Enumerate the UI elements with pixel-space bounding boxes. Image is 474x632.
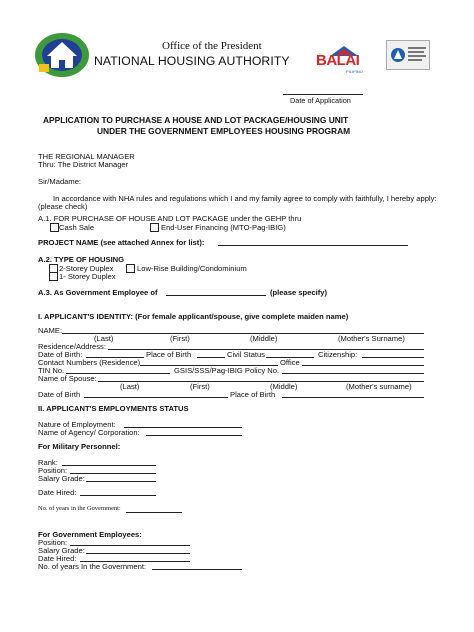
agency-name: NATIONAL HOUSING AUTHORITY [94, 54, 290, 68]
spouse-pob-line[interactable] [282, 397, 424, 398]
military-date-hired-label: Date Hired: [38, 488, 77, 497]
name-label: NAME: [38, 326, 63, 335]
civil-status-label: Civil Status [227, 350, 265, 359]
pob-label: Place of Birth [146, 350, 192, 359]
low-rise-checkbox[interactable] [126, 264, 135, 273]
nature-of-employment-label: Nature of Employment: [38, 420, 116, 429]
spouse-first-caption: (First) [190, 382, 210, 391]
balai-logo-sub: PILIPINO [346, 69, 363, 74]
date-of-application-label: Date of Application [290, 96, 351, 105]
gov-date-hired-label: Date Hired: [38, 554, 77, 563]
rank-line[interactable] [62, 465, 156, 466]
gov-salary-grade-label: Salary Grade: [38, 546, 85, 555]
residence-label: Residence/Address: [38, 342, 106, 351]
citizenship-label: Citizenship: [318, 350, 358, 359]
citizenship-line[interactable] [362, 357, 424, 358]
spouse-last-caption: (Last) [120, 382, 140, 391]
tin-label: TIN No. [38, 366, 65, 375]
dob-label: Date of Birth: [38, 350, 83, 359]
gov-position-line[interactable] [70, 545, 190, 546]
agency-corporation-label: Name of Agency/ Corporation: [38, 428, 140, 437]
nha-logo [33, 30, 91, 80]
a3-label: A.3. As Government Employee of [38, 288, 158, 297]
end-user-financing-label: End-User Financing (MTO-Pag-IBIG) [161, 223, 286, 232]
section1-heading: I. APPLICANT'S IDENTITY: (For female applicant/spouse, give complete maiden name) [38, 312, 349, 321]
salutation: Sir/Madame: [38, 177, 82, 186]
project-name-line[interactable] [218, 245, 408, 246]
iso-certification-badge [386, 40, 430, 70]
spouse-dob-label: Date of Birth [38, 390, 81, 399]
a1-heading: A.1. FOR PURCHASE OF HOUSE AND LOT PACKAGE under the GEHP thru [38, 214, 302, 223]
addressee-thru: Thru: The District Manager [38, 160, 129, 169]
military-position-label: Position: [38, 466, 68, 475]
end-user-financing-checkbox[interactable] [150, 223, 159, 232]
name-middle-caption: (Middle) [250, 334, 278, 343]
a2-heading: A.2. TYPE OF HOUSING [38, 255, 125, 264]
cash-sale-label: Cash Sale [59, 223, 95, 232]
two-storey-duplex-label: 2-Storey Duplex [59, 264, 114, 273]
gsis-label: GSIS/SSS/Pag-IBIG Policy No. [174, 366, 280, 375]
name-mothers-surname-caption: (Mother's Surname) [338, 334, 405, 343]
spouse-mothers-surname-caption: (Mother's surname) [346, 382, 412, 391]
gov-years-gov-line[interactable] [152, 569, 242, 570]
gov-years-gov-label: No. of years In the Government: [38, 562, 147, 571]
intro-text: In accordance with NHA rules and regulations which I and my family agree to comply with faithfully, I hereby apply: [53, 194, 437, 203]
certification-seal-icon [390, 47, 406, 63]
spouse-dob-line[interactable] [84, 397, 228, 398]
gov-salary-grade-line[interactable] [86, 553, 190, 554]
nature-of-employment-line[interactable] [124, 427, 242, 428]
form-title-line1: APPLICATION TO PURCHASE A HOUSE AND LOT PACKAGE/HOUSING UNIT [43, 115, 349, 125]
date-of-application-line[interactable] [283, 94, 363, 95]
office-label: Office [280, 358, 300, 367]
contact-office-line[interactable] [302, 365, 424, 366]
a3-specify: (please specify) [270, 288, 327, 297]
intro-text-check: (please check) [38, 202, 88, 211]
rank-label: Rank: [38, 458, 58, 467]
one-storey-duplex-label: 1- Storey Duplex [59, 272, 116, 281]
low-rise-label: Low-Rise Building/Condominium [137, 264, 247, 273]
office-of-president: Office of the President [162, 40, 262, 52]
spouse-pob-label: Place of Birth [230, 390, 276, 399]
form-title-line2: UNDER THE GOVERNMENT EMPLOYEES HOUSING PROGRAM [97, 126, 351, 136]
military-salary-grade-label: Salary Grade: [38, 474, 85, 483]
spouse-middle-caption: (Middle) [270, 382, 298, 391]
gsis-line[interactable] [282, 373, 424, 374]
military-years-gov-line[interactable] [126, 512, 182, 513]
section2-heading: II. APPLICANT'S EMPLOYMENTS STATUS [38, 404, 189, 413]
contact-label: Contact Numbers (Residence) [38, 358, 141, 367]
a3-employer-line[interactable] [166, 295, 266, 296]
military-years-gov-label: No. of years in the Government: [38, 505, 121, 512]
name-last-caption: (Last) [94, 334, 114, 343]
one-storey-duplex-checkbox[interactable] [49, 272, 58, 281]
balai-logo [314, 44, 378, 74]
military-salary-grade-line[interactable] [86, 481, 156, 482]
project-name-label: PROJECT NAME (see attached Annex for list): [38, 238, 205, 247]
military-date-hired-line[interactable] [80, 495, 156, 496]
pob-line[interactable] [197, 357, 225, 358]
name-first-caption: (First) [170, 334, 190, 343]
military-heading: For Military Personnel: [38, 442, 121, 451]
balai-logo-text: BALAI [316, 52, 360, 69]
addressee-name: THE REGIONAL MANAGER [38, 152, 135, 161]
gov-employees-heading: For Government Employees: [38, 530, 142, 539]
spouse-label: Name of Spouse: [38, 374, 97, 383]
agency-corporation-line[interactable] [146, 435, 242, 436]
cash-sale-checkbox[interactable] [50, 223, 59, 232]
gov-position-label: Position: [38, 538, 68, 547]
